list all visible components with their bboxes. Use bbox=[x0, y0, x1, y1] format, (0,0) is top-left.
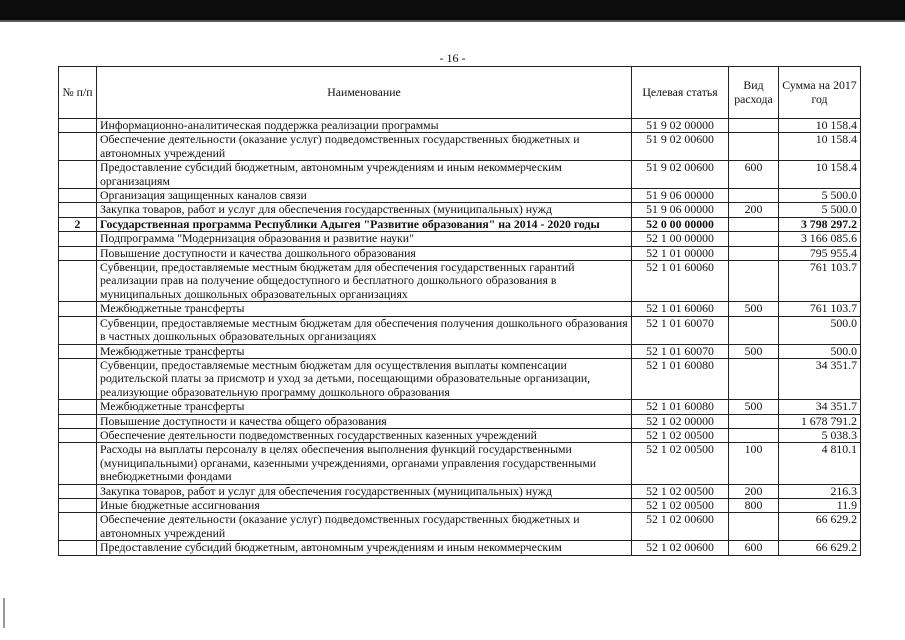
cell-name: Повышение доступности и качества общего образования bbox=[97, 414, 632, 428]
cell-amount: 3 798 297.2 bbox=[779, 217, 861, 231]
cell-type: 500 bbox=[729, 344, 779, 358]
table-row bbox=[59, 498, 861, 512]
cell-code: 52 1 02 00600 bbox=[632, 541, 729, 555]
cell-amount: 10 158.4 bbox=[779, 119, 861, 133]
cell-amount: 66 629.2 bbox=[779, 513, 861, 541]
table-row bbox=[59, 302, 861, 316]
cell-type: 200 bbox=[729, 203, 779, 217]
cell-code: 52 1 02 00500 bbox=[632, 443, 729, 484]
table-row bbox=[59, 261, 861, 302]
cell-amount: 500.0 bbox=[779, 316, 861, 344]
table-body bbox=[59, 119, 861, 556]
cell-name: Субвенции, предоставляемые местным бюджетам для обеспечения получения дошкольного образования в частных дошкольных образовательных организациях bbox=[97, 316, 632, 344]
cell-amount: 5 500.0 bbox=[779, 203, 861, 217]
cell-type: 500 bbox=[729, 302, 779, 316]
cell-type bbox=[729, 428, 779, 442]
cell-type bbox=[729, 119, 779, 133]
cell-name: Расходы на выплаты персоналу в целях обеспечения выполнения функций государственными (муниципальными) органами, казенными учреждениями, органами управления государственными внебюджетными фондами bbox=[97, 443, 632, 484]
header-type: Вид расхода bbox=[729, 67, 779, 119]
cell-type: 200 bbox=[729, 484, 779, 498]
cell-code: 52 1 02 00600 bbox=[632, 513, 729, 541]
table-row bbox=[59, 400, 861, 414]
cell-name: Субвенции, предоставляемые местным бюджетам для обеспечения государственных гарантий реализации прав на получение общедоступного и бесплатного дошкольного образования в муниципальных дошкольных образовательных организациях bbox=[97, 261, 632, 302]
cell-amount: 10 158.4 bbox=[779, 133, 861, 161]
cell-code: 52 1 01 60060 bbox=[632, 261, 729, 302]
cell-code: 52 1 00 00000 bbox=[632, 232, 729, 246]
cell-amount: 795 955.4 bbox=[779, 246, 861, 260]
cell-type: 800 bbox=[729, 498, 779, 512]
cell-type bbox=[729, 133, 779, 161]
cell-type bbox=[729, 316, 779, 344]
table-row bbox=[59, 358, 861, 399]
table-row bbox=[59, 428, 861, 442]
cell-num bbox=[59, 358, 97, 399]
cell-type bbox=[729, 246, 779, 260]
page-number: - 16 - bbox=[439, 51, 466, 65]
cell-type: 600 bbox=[729, 161, 779, 189]
cell-code: 51 9 02 00000 bbox=[632, 119, 729, 133]
scan-top-border bbox=[0, 0, 905, 20]
budget-table bbox=[58, 66, 861, 556]
table-row bbox=[59, 203, 861, 217]
cell-amount: 10 158.4 bbox=[779, 161, 861, 189]
cell-num bbox=[59, 189, 97, 203]
cell-amount: 34 351.7 bbox=[779, 358, 861, 399]
cell-name: Государственная программа Республики Адыгея "Развитие образования" на 2014 - 2020 годы bbox=[97, 217, 632, 231]
table-row bbox=[59, 133, 861, 161]
header-code: Целевая статья bbox=[632, 67, 729, 119]
cell-amount: 34 351.7 bbox=[779, 400, 861, 414]
cell-type bbox=[729, 513, 779, 541]
cell-code: 52 1 02 00500 bbox=[632, 484, 729, 498]
cell-amount: 761 103.7 bbox=[779, 261, 861, 302]
table-row bbox=[59, 246, 861, 260]
cell-amount: 3 166 085.6 bbox=[779, 232, 861, 246]
cell-code: 51 9 06 00000 bbox=[632, 189, 729, 203]
cell-num bbox=[59, 428, 97, 442]
cell-code: 52 1 02 00000 bbox=[632, 414, 729, 428]
cell-num bbox=[59, 261, 97, 302]
cell-type bbox=[729, 414, 779, 428]
cell-num bbox=[59, 133, 97, 161]
cell-amount: 500.0 bbox=[779, 344, 861, 358]
cell-amount: 4 810.1 bbox=[779, 443, 861, 484]
cell-code: 51 9 02 00600 bbox=[632, 133, 729, 161]
cell-name: Подпрограмма "Модернизация образования и развитие науки" bbox=[97, 232, 632, 246]
scan-top-border-edge bbox=[0, 20, 905, 22]
cell-code: 52 1 02 00500 bbox=[632, 428, 729, 442]
cell-num bbox=[59, 344, 97, 358]
cell-name: Иные бюджетные ассигнования bbox=[97, 498, 632, 512]
cell-name: Закупка товаров, работ и услуг для обеспечения государственных (муниципальных) нужд bbox=[97, 484, 632, 498]
scan-left-mark bbox=[3, 598, 5, 628]
cell-code: 51 9 06 00000 bbox=[632, 203, 729, 217]
table-header-row bbox=[59, 67, 861, 119]
cell-type: 100 bbox=[729, 443, 779, 484]
table-row bbox=[59, 443, 861, 484]
cell-name: Межбюджетные трансферты bbox=[97, 344, 632, 358]
cell-num bbox=[59, 414, 97, 428]
cell-name: Межбюджетные трансферты bbox=[97, 302, 632, 316]
table-row bbox=[59, 316, 861, 344]
cell-amount: 66 629.2 bbox=[779, 541, 861, 555]
cell-amount: 1 678 791.2 bbox=[779, 414, 861, 428]
cell-name: Предоставление субсидий бюджетным, автономным учреждениям и иным некоммерческим организациям bbox=[97, 161, 632, 189]
cell-code: 52 1 01 60060 bbox=[632, 302, 729, 316]
cell-name: Закупка товаров, работ и услуг для обеспечения государственных (муниципальных) нужд bbox=[97, 203, 632, 217]
cell-name: Повышение доступности и качества дошкольного образования bbox=[97, 246, 632, 260]
cell-type bbox=[729, 189, 779, 203]
cell-code: 52 1 01 00000 bbox=[632, 246, 729, 260]
cell-num bbox=[59, 203, 97, 217]
cell-name: Информационно-аналитическая поддержка реализации программы bbox=[97, 119, 632, 133]
cell-code: 52 1 01 60080 bbox=[632, 358, 729, 399]
table-row bbox=[59, 513, 861, 541]
table-row bbox=[59, 161, 861, 189]
header-num: № п/п bbox=[59, 67, 97, 119]
table-row bbox=[59, 414, 861, 428]
cell-type: 500 bbox=[729, 400, 779, 414]
table-row bbox=[59, 541, 861, 555]
cell-code: 52 1 01 60070 bbox=[632, 316, 729, 344]
cell-amount: 5 500.0 bbox=[779, 189, 861, 203]
header-amount: Сумма на 2017 год bbox=[779, 67, 861, 119]
cell-amount: 11.9 bbox=[779, 498, 861, 512]
cell-name: Обеспечение деятельности (оказание услуг) подведомственных государственных бюджетных и автономных учреждений bbox=[97, 513, 632, 541]
cell-num bbox=[59, 232, 97, 246]
table-row bbox=[59, 232, 861, 246]
header-name: Наименование bbox=[97, 67, 632, 119]
cell-name: Организация защищенных каналов связи bbox=[97, 189, 632, 203]
cell-code: 51 9 02 00600 bbox=[632, 161, 729, 189]
cell-num bbox=[59, 161, 97, 189]
cell-code: 52 1 01 60070 bbox=[632, 344, 729, 358]
cell-code: 52 1 01 60080 bbox=[632, 400, 729, 414]
cell-type bbox=[729, 358, 779, 399]
cell-num bbox=[59, 246, 97, 260]
cell-num bbox=[59, 498, 97, 512]
cell-name: Обеспечение деятельности подведомственных государственных казенных учреждений bbox=[97, 428, 632, 442]
table-row bbox=[59, 189, 861, 203]
cell-num: 2 bbox=[59, 217, 97, 231]
cell-num bbox=[59, 400, 97, 414]
cell-name: Межбюджетные трансферты bbox=[97, 400, 632, 414]
cell-num bbox=[59, 443, 97, 484]
cell-num bbox=[59, 541, 97, 555]
cell-type bbox=[729, 232, 779, 246]
cell-code: 52 1 02 00500 bbox=[632, 498, 729, 512]
cell-name: Обеспечение деятельности (оказание услуг) подведомственных государственных бюджетных и автономных учреждений bbox=[97, 133, 632, 161]
cell-type bbox=[729, 217, 779, 231]
cell-num bbox=[59, 302, 97, 316]
cell-num bbox=[59, 316, 97, 344]
cell-amount: 5 038.3 bbox=[779, 428, 861, 442]
cell-num bbox=[59, 484, 97, 498]
table-row bbox=[59, 484, 861, 498]
cell-num bbox=[59, 119, 97, 133]
table-row bbox=[59, 217, 861, 231]
cell-name: Предоставление субсидий бюджетным, автономным учреждениям и иным некоммерческим bbox=[97, 541, 632, 555]
cell-amount: 216.3 bbox=[779, 484, 861, 498]
cell-amount: 761 103.7 bbox=[779, 302, 861, 316]
cell-name: Субвенции, предоставляемые местным бюджетам для осуществления выплаты компенсации родительской платы за присмотр и уход за детьми, посещающими образовательные организации, реализующие образовательную программу дошкольного образования bbox=[97, 358, 632, 399]
cell-type bbox=[729, 261, 779, 302]
cell-code: 52 0 00 00000 bbox=[632, 217, 729, 231]
table-row bbox=[59, 119, 861, 133]
cell-type: 600 bbox=[729, 541, 779, 555]
table-row bbox=[59, 344, 861, 358]
cell-num bbox=[59, 513, 97, 541]
